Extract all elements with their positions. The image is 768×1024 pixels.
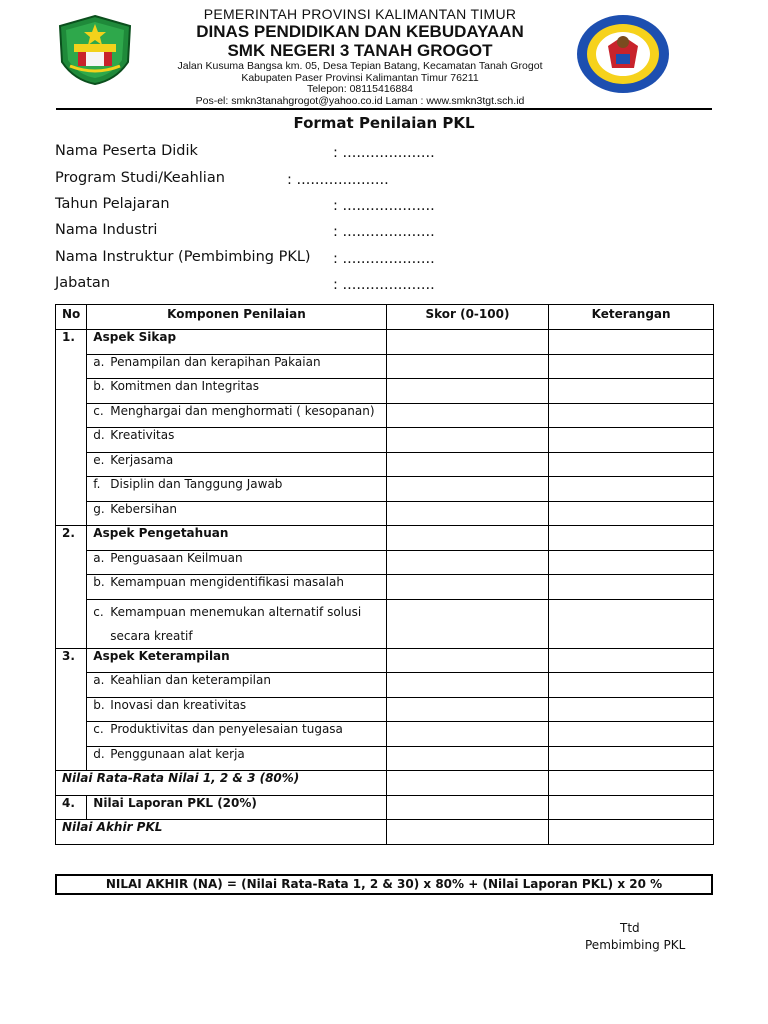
header-skor: Skor (0-100) [386, 305, 549, 330]
criterion-letter: c. [93, 403, 104, 418]
criterion-cell [87, 428, 386, 453]
criterion-text: Kerjasama [110, 452, 174, 467]
score-cell[interactable] [386, 820, 549, 845]
table-row [56, 354, 714, 379]
kop-regency: Kabupaten Paser Provinsi Kalimantan Timur 76211 [241, 71, 479, 84]
section-number: 4. [56, 795, 87, 820]
kop-school: SMK NEGERI 3 TANAH GROGOT [227, 41, 493, 60]
header-komponen: Komponen Penilaian [87, 305, 386, 330]
criterion-text: Inovasi dan kreativitas [110, 697, 247, 712]
section-title: Aspek Keterampilan [87, 648, 386, 673]
note-cell[interactable] [549, 697, 714, 722]
section-row-pengetahuan [56, 526, 714, 551]
average-label: Nilai Rata-Rata Nilai 1, 2 & 3 (80%) [56, 771, 387, 796]
criterion-cell [87, 477, 386, 502]
note-cell[interactable] [549, 722, 714, 747]
report-label: Nilai Laporan PKL (20%) [87, 795, 386, 820]
field-label: Nama Instruktur (Pembimbing PKL) [55, 249, 311, 265]
table-row [56, 673, 714, 698]
criterion-cell [87, 354, 386, 379]
criterion-text: Produktivitas dan penyelesaian tugasa [110, 722, 343, 736]
criterion-text: Disiplin dan Tanggung Jawab [110, 477, 283, 491]
score-cell[interactable] [386, 354, 549, 379]
score-cell[interactable] [386, 477, 549, 502]
criterion-letter: a. [93, 673, 105, 687]
final-row [56, 820, 714, 845]
table-row [56, 477, 714, 502]
field-value: : .................... [333, 145, 435, 161]
table-row [56, 403, 714, 428]
note-cell[interactable] [549, 575, 714, 600]
table-row [56, 501, 714, 526]
kop-address: Jalan Kusuma Bangsa km. 05, Desa Tepian Batang, Kecamatan Tanah Grogot [177, 60, 543, 72]
score-cell[interactable] [386, 550, 549, 575]
criterion-letter: b. [93, 697, 105, 712]
criterion-text: Komitmen dan Integritas [110, 379, 259, 393]
score-cell[interactable] [386, 599, 549, 648]
field-label: Jabatan [55, 275, 111, 291]
criterion-cell [87, 379, 386, 404]
note-cell[interactable] [549, 477, 714, 502]
score-cell[interactable] [386, 746, 549, 771]
field-value: : .................... [333, 277, 435, 293]
criterion-letter: a. [93, 550, 105, 565]
kop-province: PEMERINTAH PROVINSI KALIMANTAN TIMUR [203, 6, 517, 22]
header-keterangan: Keterangan [549, 305, 714, 330]
table-row [56, 599, 714, 648]
section-title: Aspek Pengetahuan [87, 526, 386, 551]
score-cell[interactable] [386, 379, 549, 404]
criterion-letter: d. [93, 428, 105, 442]
criterion-letter: c. [93, 722, 104, 736]
criterion-letter: c. [93, 604, 104, 619]
criterion-cell [87, 452, 386, 477]
header-no: No [56, 305, 87, 330]
criterion-text: Kemampuan menemukan alternatif solusi [110, 604, 362, 619]
field-label: Tahun Pelajaran [55, 196, 170, 212]
field-label: Nama Industri [55, 222, 158, 238]
criterion-text: Penguasaan Keilmuan [110, 550, 243, 565]
table-row [56, 379, 714, 404]
note-cell[interactable] [549, 746, 714, 771]
field-value: : .................... [287, 172, 389, 188]
note-cell[interactable] [549, 501, 714, 526]
score-cell[interactable] [386, 771, 549, 796]
score-cell[interactable] [386, 722, 549, 747]
signature-role: Pembimbing PKL [585, 938, 686, 952]
field-value: : .................... [333, 198, 435, 214]
kop-contact: Pos-el: smkn3tanahgrogot@yahoo.co.id Laman : www.smkn3tgt.sch.id [195, 94, 525, 107]
score-cell[interactable] [386, 648, 549, 673]
criterion-cell [87, 746, 386, 771]
note-cell[interactable] [549, 526, 714, 551]
criterion-cell [87, 697, 386, 722]
criterion-cell [87, 722, 386, 747]
table-row [56, 550, 714, 575]
kop-phone: Telepon: 08115416884 [306, 83, 414, 95]
note-cell[interactable] [549, 550, 714, 575]
report-row [56, 795, 714, 820]
signature-ttd: Ttd [620, 921, 640, 935]
criterion-text-continued: secara kreatif [110, 628, 193, 643]
field-value: : .................... [333, 224, 435, 240]
letterhead-divider [56, 108, 712, 110]
criterion-text: Kemampuan mengidentifikasi masalah [110, 575, 344, 589]
section-row-sikap [56, 330, 714, 355]
table-row [56, 575, 714, 600]
document-title: Format Penilaian PKL [293, 114, 475, 132]
section-number: 2. [56, 526, 87, 649]
table-row [56, 746, 714, 771]
note-cell[interactable] [549, 330, 714, 355]
criterion-letter: g. [93, 501, 105, 516]
note-cell[interactable] [549, 673, 714, 698]
note-cell[interactable] [549, 771, 714, 796]
note-cell[interactable] [549, 648, 714, 673]
table-row [56, 697, 714, 722]
note-cell[interactable] [549, 795, 714, 820]
note-cell[interactable] [549, 403, 714, 428]
criterion-letter: e. [93, 452, 105, 467]
note-cell[interactable] [549, 452, 714, 477]
table-row [56, 428, 714, 453]
criterion-text: Keahlian dan keterampilan [110, 673, 271, 687]
criterion-cell [87, 599, 386, 648]
average-row [56, 771, 714, 796]
note-cell[interactable] [549, 379, 714, 404]
criterion-cell [87, 673, 386, 698]
assessment-table [55, 304, 714, 845]
score-cell[interactable] [386, 452, 549, 477]
criterion-text: Kebersihan [110, 501, 178, 516]
final-label: Nilai Akhir PKL [56, 820, 387, 845]
score-cell[interactable] [386, 673, 549, 698]
criterion-letter: b. [93, 575, 105, 589]
section-number: 1. [56, 330, 87, 526]
score-cell[interactable] [386, 330, 549, 355]
section-number: 3. [56, 648, 87, 771]
score-cell[interactable] [386, 501, 549, 526]
criterion-cell [87, 575, 386, 600]
score-cell[interactable] [386, 795, 549, 820]
score-cell[interactable] [386, 526, 549, 551]
note-cell[interactable] [549, 820, 714, 845]
score-cell[interactable] [386, 575, 549, 600]
criterion-cell [87, 403, 386, 428]
criterion-text: Penggunaan alat kerja [110, 746, 245, 761]
section-title: Aspek Sikap [87, 330, 386, 355]
score-cell[interactable] [386, 403, 549, 428]
criterion-text: Penampilan dan kerapihan Pakaian [110, 354, 321, 369]
criterion-letter: d. [93, 746, 105, 761]
field-label: Nama Peserta Didik [55, 143, 198, 159]
letterhead [0, 0, 768, 112]
criterion-letter: b. [93, 379, 105, 393]
note-cell[interactable] [549, 428, 714, 453]
criterion-text: Kreativitas [110, 428, 175, 442]
section-row-keterampilan [56, 648, 714, 673]
criterion-text: Menghargai dan menghormati ( kesopanan) [110, 403, 375, 418]
school-logo [574, 12, 672, 96]
province-emblem-logo [56, 14, 134, 86]
field-value: : .................... [333, 251, 435, 267]
criterion-cell [87, 550, 386, 575]
criterion-letter: f. [93, 477, 101, 491]
note-cell[interactable] [549, 599, 714, 648]
kop-department: DINAS PENDIDIKAN DAN KEBUDAYAAN [196, 22, 524, 41]
table-header-row [56, 305, 714, 330]
score-cell[interactable] [386, 428, 549, 453]
table-row [56, 452, 714, 477]
field-label: Program Studi/Keahlian [55, 170, 225, 186]
score-cell[interactable] [386, 697, 549, 722]
final-score-formula: NILAI AKHIR (NA) = (Nilai Rata-Rata 1, 2 & 30) x 80% + (Nilai Laporan PKL) x 20 % [55, 874, 713, 895]
table-row [56, 722, 714, 747]
note-cell[interactable] [549, 354, 714, 379]
criterion-letter: a. [93, 354, 105, 369]
criterion-cell [87, 501, 386, 526]
